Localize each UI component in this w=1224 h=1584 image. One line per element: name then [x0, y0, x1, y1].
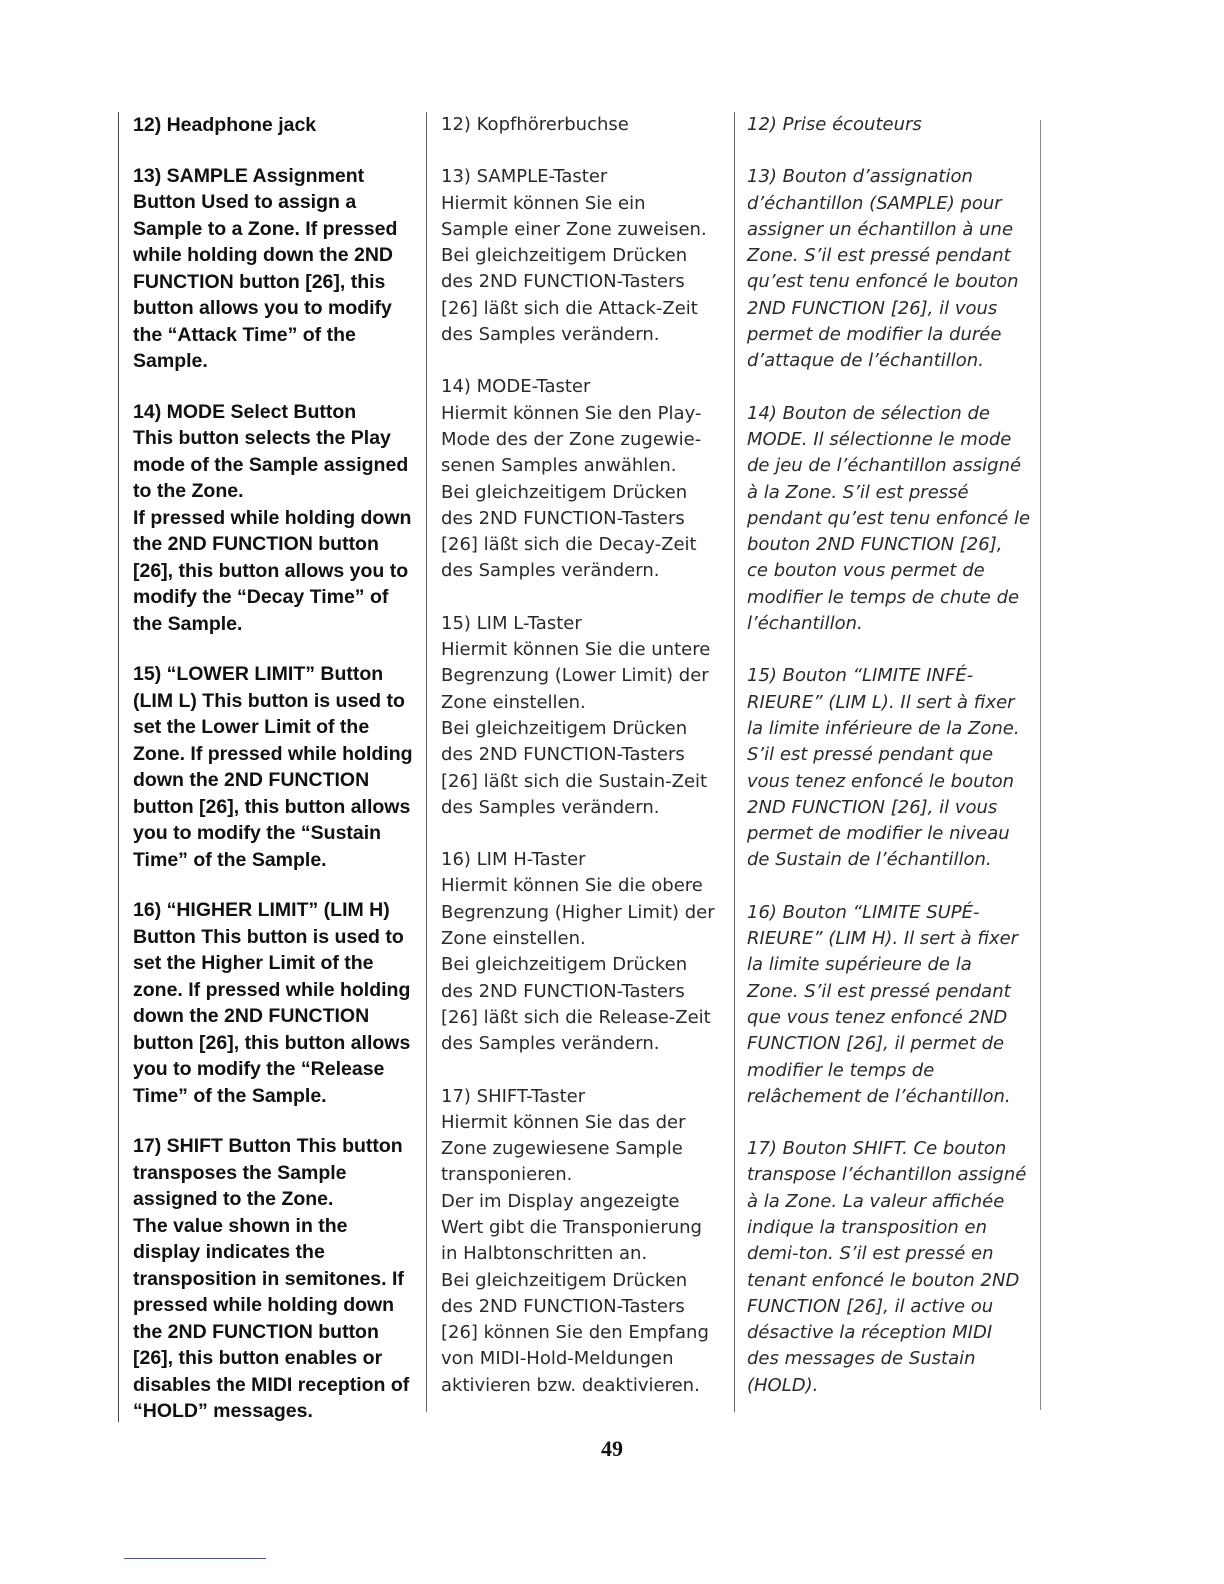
english-paragraph-line: transposes the Sample: [133, 1161, 347, 1184]
french-paragraph-line: FUNCTION [26], il active ou: [747, 1295, 994, 1317]
english-paragraph-line: zone. If pressed while holding: [133, 978, 411, 1001]
english-paragraph-line: Sample to a Zone. If pressed: [133, 217, 398, 240]
french-paragraph-line: modifier le temps de: [747, 1059, 935, 1081]
german-paragraph-line: Zone einstellen.: [441, 928, 586, 950]
french-paragraph-line: S’il est pressé pendant que: [747, 744, 994, 766]
german-paragraph-line: Zone zugewiesene Sample: [441, 1138, 683, 1160]
german-paragraph-line: [26] können Sie den Empfang: [441, 1322, 709, 1344]
french-paragraph-line: Zone. S’il est pressé pendant: [747, 245, 1011, 267]
german-paragraph-line: in Halbtonschritten an.: [441, 1243, 648, 1265]
german-paragraph-line: Hiermit können Sie die obere: [441, 875, 703, 897]
french-paragraph: [747, 663, 1047, 873]
english-paragraph-line: set the Lower Limit of the: [133, 716, 370, 738]
french-column: [734, 112, 1047, 1412]
french-paragraph: [747, 900, 1047, 1110]
german-paragraph: [441, 164, 741, 348]
french-paragraph-line: demi-ton. S’il est pressé en: [747, 1243, 994, 1265]
english-paragraph-line: pressed while holding down: [133, 1294, 395, 1316]
german-paragraph: [441, 374, 741, 584]
german-paragraph-line: [26] läßt sich die Decay-Zeit: [441, 534, 697, 556]
english-paragraph: [133, 399, 451, 638]
german-paragraph-line: Der im Display angezeigte: [441, 1190, 680, 1212]
german-paragraph-line: [26] läßt sich die Attack-Zeit: [441, 297, 698, 319]
german-paragraph-line: des 2ND FUNCTION-Tasters: [441, 980, 685, 1002]
german-paragraph-line: Hiermit können Sie die untere: [441, 639, 711, 661]
english-paragraph: [133, 1133, 451, 1425]
french-paragraph-heading: 14) Bouton de sélection de: [747, 402, 990, 424]
english-paragraph-heading: 13) SAMPLE Assignment: [133, 164, 365, 187]
english-column: [118, 112, 451, 1422]
german-paragraph: [441, 1084, 741, 1400]
german-paragraph-heading: 14) MODE-Taster: [441, 376, 591, 398]
french-paragraph-line: d’attaque de l’échantillon.: [747, 350, 984, 372]
german-paragraph-line: des Samples verändern.: [441, 796, 660, 818]
french-paragraph: [747, 1136, 1047, 1399]
french-paragraph-line: des messages de Sustain: [747, 1348, 976, 1370]
german-paragraph-heading: 15) LIM L-Taster: [441, 612, 582, 634]
german-paragraph-line: Wert gibt die Transponierung: [441, 1216, 702, 1238]
english-paragraph-line: FUNCTION button [26], this: [133, 270, 386, 293]
german-paragraph-line: des Samples verändern.: [441, 1033, 660, 1055]
french-paragraph-line: assigner un échantillon à une: [747, 218, 1014, 240]
english-paragraph-line: assigned to the Zone.: [133, 1188, 334, 1210]
english-paragraph-line: Sample.: [133, 350, 208, 372]
german-paragraph-line: Sample einer Zone zuweisen.: [441, 218, 707, 240]
english-paragraph: [133, 112, 451, 139]
english-paragraph-line: (LIM L) This button is used to: [133, 689, 405, 712]
english-paragraph-line: the “Attack Time” of the: [133, 323, 356, 346]
french-paragraph-line: permet de modifier le niveau: [747, 823, 1010, 845]
french-paragraph: [747, 112, 1047, 138]
german-paragraph-line: Hiermit können Sie das der: [441, 1111, 686, 1133]
english-paragraph-line: Zone. If pressed while holding: [133, 742, 413, 765]
english-paragraph-line: This button selects the Play: [133, 427, 391, 449]
english-paragraph-line: modify the “Decay Time” of: [133, 586, 389, 608]
german-paragraph-line: Zone einstellen.: [441, 691, 586, 713]
french-paragraph-line: la limite supérieure de la: [747, 954, 972, 976]
german-paragraph: [441, 112, 741, 138]
english-paragraph-line: transposition in semitones. If: [133, 1267, 404, 1290]
french-paragraph-line: bouton 2ND FUNCTION [26],: [747, 534, 1003, 556]
english-paragraph-heading: 17) SHIFT Button This button: [133, 1135, 403, 1157]
french-paragraph-line: vous tenez enfoncé le bouton: [747, 770, 1015, 792]
french-paragraph-heading: 12) Prise écouteurs: [747, 114, 922, 135]
english-paragraph: [133, 897, 451, 1109]
french-paragraph-line: transpose l’échantillon assigné: [747, 1164, 1027, 1186]
french-paragraph-line: 2ND FUNCTION [26], il vous: [747, 297, 998, 319]
german-paragraph-heading: 12) Kopfhörerbuchse: [441, 114, 629, 135]
french-paragraph: [747, 164, 1047, 374]
french-paragraph-line: la limite inférieure de la Zone.: [747, 717, 1020, 739]
english-paragraph-line: you to modify the “Sustain: [133, 822, 382, 844]
english-paragraph-line: mode of the Sample assigned: [133, 453, 409, 476]
french-paragraph-line: désactive la réception MIDI: [747, 1322, 993, 1344]
english-paragraph-line: Button This button is used to: [133, 925, 404, 948]
german-paragraph-heading: 17) SHIFT-Taster: [441, 1085, 586, 1107]
english-paragraph-line: [26], this button enables or: [133, 1347, 383, 1369]
english-paragraph-heading: 14) MODE Select Button: [133, 400, 357, 423]
german-paragraph-line: Begrenzung (Lower Limit) der: [441, 665, 709, 687]
french-paragraph-line: tenant enfoncé le bouton 2ND: [747, 1269, 1020, 1291]
french-paragraph-line: d’échantillon (SAMPLE) pour: [747, 192, 1002, 214]
german-paragraph-line: aktivieren bzw. deaktivieren.: [441, 1374, 700, 1396]
english-paragraph-line: Time” of the Sample.: [133, 1084, 327, 1107]
french-paragraph: [747, 401, 1047, 638]
french-paragraph-heading: 17) Bouton SHIFT. Ce bouton: [747, 1138, 1007, 1160]
french-paragraph-heading: 15) Bouton “LIMITE INFÉ-: [747, 665, 974, 687]
french-paragraph-line: RIEURE” (LIM H). Il sert à fixer: [747, 928, 1019, 950]
english-paragraph-line: display indicates the: [133, 1241, 325, 1263]
french-paragraph-heading: 16) Bouton “LIMITE SUPÉ-: [747, 901, 980, 923]
german-paragraph: [441, 611, 741, 821]
french-paragraph-line: relâchement de l’échantillon.: [747, 1085, 1011, 1107]
german-paragraph-line: Hiermit können Sie den Play-: [441, 402, 702, 424]
right-column-rule: [1040, 120, 1041, 1410]
english-paragraph-line: down the 2ND FUNCTION: [133, 769, 370, 791]
french-paragraph-line: de Sustain de l’échantillon.: [747, 849, 992, 871]
german-paragraph-line: des 2ND FUNCTION-Tasters: [441, 507, 685, 529]
german-paragraph-line: Bei gleichzeitigem Drücken: [441, 1269, 688, 1291]
german-paragraph-line: Bei gleichzeitigem Drücken: [441, 954, 688, 976]
french-paragraph-line: à la Zone. S’il est pressé: [747, 481, 969, 503]
french-paragraph-line: MODE. Il sélectionne le mode: [747, 428, 1012, 450]
french-paragraph-line: FUNCTION [26], il permet de: [747, 1033, 1005, 1055]
german-paragraph-line: Bei gleichzeitigem Drücken: [441, 717, 688, 739]
german-paragraph-line: des 2ND FUNCTION-Tasters: [441, 271, 685, 293]
english-paragraph-line: Time” of the Sample.: [133, 848, 327, 871]
german-paragraph-line: Bei gleichzeitigem Drücken: [441, 245, 688, 267]
english-paragraph-line: the Sample.: [133, 612, 243, 635]
english-paragraph-heading: 15) “LOWER LIMIT” Button: [133, 663, 384, 685]
english-paragraph-line: set the Higher Limit of the: [133, 952, 374, 974]
french-paragraph-line: (HOLD).: [747, 1374, 819, 1396]
english-paragraph-line: button [26], this button allows: [133, 1031, 411, 1054]
english-paragraph-line: the 2ND FUNCTION button: [133, 533, 379, 555]
french-paragraph-line: ce bouton vous permet de: [747, 560, 985, 582]
french-paragraph-line: à la Zone. La valeur affichée: [747, 1190, 1005, 1212]
french-paragraph-line: permet de modifier la durée: [747, 324, 1002, 346]
french-paragraph-line: indique la transposition en: [747, 1216, 987, 1238]
german-paragraph-line: des 2ND FUNCTION-Tasters: [441, 744, 685, 766]
german-paragraph-line: des Samples verändern.: [441, 324, 660, 346]
english-paragraph-line: you to modify the “Release: [133, 1058, 385, 1080]
german-paragraph-line: [26] läßt sich die Sustain-Zeit: [441, 770, 708, 792]
german-paragraph-line: des Samples verändern.: [441, 560, 660, 582]
french-paragraph-line: modifier le temps de chute de: [747, 586, 1020, 608]
english-paragraph-line: button [26], this button allows: [133, 795, 411, 818]
english-paragraph-line: down the 2ND FUNCTION: [133, 1005, 370, 1027]
german-paragraph-line: des 2ND FUNCTION-Tasters: [441, 1295, 685, 1317]
french-paragraph-line: RIEURE” (LIM L). Il sert à fixer: [747, 691, 1015, 713]
english-paragraph-line: while holding down the 2ND: [133, 244, 393, 266]
page-number: 49: [601, 1436, 623, 1461]
french-paragraph-line: 2ND FUNCTION [26], il vous: [747, 796, 998, 818]
english-paragraph-line: the 2ND FUNCTION button: [133, 1320, 379, 1343]
french-paragraph-line: qu’est tenu enfoncé le bouton: [747, 271, 1019, 293]
english-paragraph-heading: 12) Headphone jack: [133, 114, 317, 136]
german-paragraph-line: Bei gleichzeitigem Drücken: [441, 481, 688, 503]
german-paragraph-heading: 13) SAMPLE-Taster: [441, 166, 608, 188]
german-paragraph-line: Begrenzung (Higher Limit) der: [441, 901, 715, 923]
german-paragraph-line: [26] läßt sich die Release-Zeit: [441, 1006, 711, 1028]
english-paragraph-line: button allows you to modify: [133, 297, 392, 319]
german-paragraph-line: transponieren.: [441, 1164, 573, 1186]
german-paragraph: [441, 847, 741, 1057]
english-paragraph-line: “HOLD” messages.: [133, 1400, 313, 1422]
german-paragraph-line: Mode des der Zone zugewie-: [441, 428, 702, 450]
french-paragraph-line: Zone. S’il est pressé pendant: [747, 980, 1011, 1002]
english-paragraph: [133, 163, 451, 375]
english-paragraph: [133, 661, 451, 873]
english-paragraph-line: to the Zone.: [133, 480, 244, 502]
english-paragraph-line: [26], this button allows you to: [133, 559, 409, 582]
english-paragraph-line: Button Used to assign a: [133, 191, 357, 213]
french-paragraph-line: de jeu de l’échantillon assigné: [747, 455, 1022, 477]
french-paragraph-heading: 13) Bouton d’assignation: [747, 166, 973, 188]
german-paragraph-line: senen Samples anwählen.: [441, 455, 677, 477]
french-paragraph-line: que vous tenez enfoncé 2ND: [747, 1006, 1008, 1028]
german-paragraph-line: von MIDI-Hold-Meldungen: [441, 1348, 674, 1370]
german-paragraph-heading: 16) LIM H-Taster: [441, 849, 586, 871]
english-paragraph-heading: 16) “HIGHER LIMIT” (LIM H): [133, 899, 390, 921]
french-paragraph-line: l’échantillon.: [747, 613, 863, 635]
english-paragraph-line: disables the MIDI reception of: [133, 1373, 410, 1396]
english-paragraph-line: The value shown in the: [133, 1214, 348, 1237]
french-paragraph-line: pendant qu’est tenu enfoncé le: [747, 507, 1031, 529]
german-paragraph-line: Hiermit können Sie ein: [441, 192, 646, 214]
footer-link-underline: [124, 1558, 266, 1559]
english-paragraph-line: If pressed while holding down: [133, 506, 412, 529]
german-column: [426, 112, 741, 1412]
